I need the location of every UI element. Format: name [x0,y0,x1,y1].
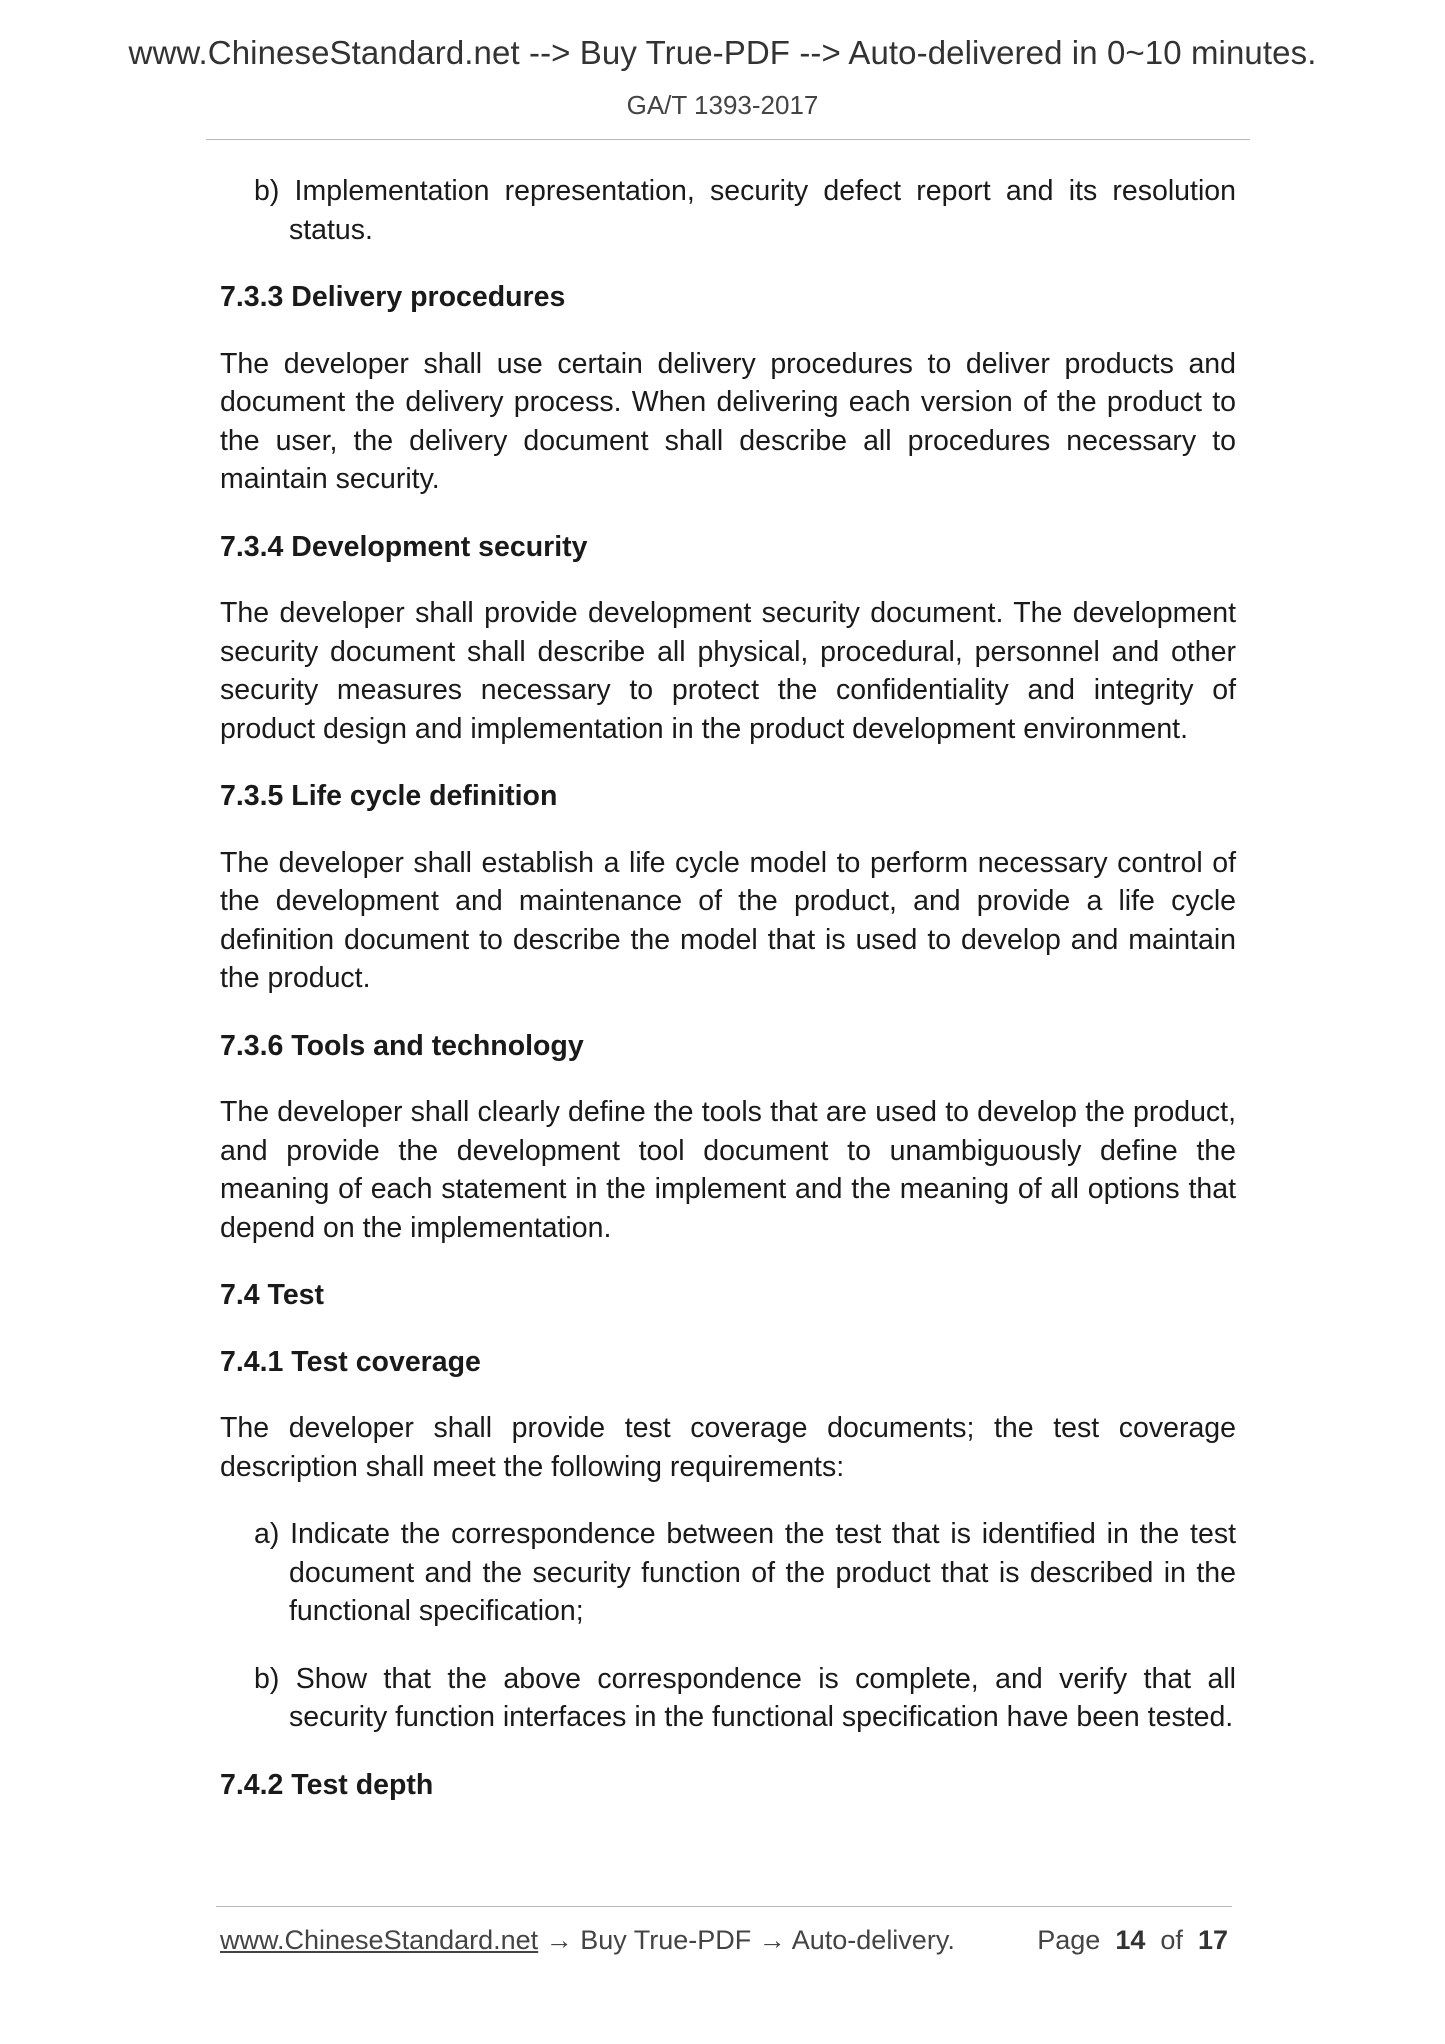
list-item-b-complete: b) Show that the above correspondence is complete, and verify that all security function interfaces in the functional specification have been tested. [254,1662,1236,1733]
document-id: GA/T 1393-2017 [626,90,819,120]
page-label: Page [1037,1925,1101,1955]
page-footer [220,1925,1232,1965]
heading-7-4-2: 7.4.2 Test depth [220,1768,434,1801]
header-divider [206,139,1250,140]
of-label: of [1160,1925,1183,1955]
footer-divider [216,1906,1232,1907]
document-body [220,172,1236,1832]
paragraph-development-security: The developer shall provide development security document. The development security document shall describe all physical, procedural, personnel and other security measures necessary to protect the confidentiality and integrity of product design and implementation in the product development environment. [220,597,1236,745]
heading-7-3-3: 7.3.3 Delivery procedures [220,281,566,313]
list-item-a-correspondence: a) Indicate the correspondence between the test that is identified in the test document and the security function of the product that is described in the functional specification; [254,1518,1236,1627]
list-item-b-implementation: b) Implementation representation, security defect report and its resolution status. [254,175,1236,246]
paragraph-life-cycle-definition: The developer shall establish a life cycle model to perform necessary control of the development and maintenance of the product, and provide a life cycle definition document to describe the model that is used to develop and maintain the product. [220,846,1236,994]
footer-site-link[interactable]: www.ChineseStandard.net [220,1925,539,1955]
heading-7-3-6: 7.3.6 Tools and technology [220,1029,584,1062]
current-page-number: 14 [1115,1925,1146,1955]
heading-7-3-5: 7.3.5 Life cycle definition [220,780,558,812]
total-pages-number: 17 [1197,1925,1228,1955]
footer-promo [220,1925,955,1956]
site-banner: www.ChineseStandard.net --> Buy True-PDF --> Auto-delivered in 0~10 minutes. [128,34,1317,71]
paragraph-tools-and-technology: The developer shall clearly define the tools that are used to develop the product, and provide the development tool document to unambiguously define the meaning of each statement in the implement and the meaning of all options that depend on the implementation. [220,1096,1236,1244]
paragraph-delivery-procedures: The developer shall use certain delivery procedures to deliver products and document the delivery process. When delivering each version of the product to the user, the delivery document shall describe all procedures necessary to maintain security. [220,347,1236,495]
page-counter [1037,1925,1228,1956]
heading-7-4-1: 7.4.1 Test coverage [220,1345,481,1378]
footer-promo-text: → Buy True-PDF → Auto-delivery. [538,1925,955,1955]
heading-7-4: 7.4 Test [220,1279,325,1311]
paragraph-test-coverage: The developer shall provide test coverage documents; the test coverage description shall meet the following requirements: [220,1412,1236,1483]
heading-7-3-4: 7.3.4 Development security [220,530,588,563]
